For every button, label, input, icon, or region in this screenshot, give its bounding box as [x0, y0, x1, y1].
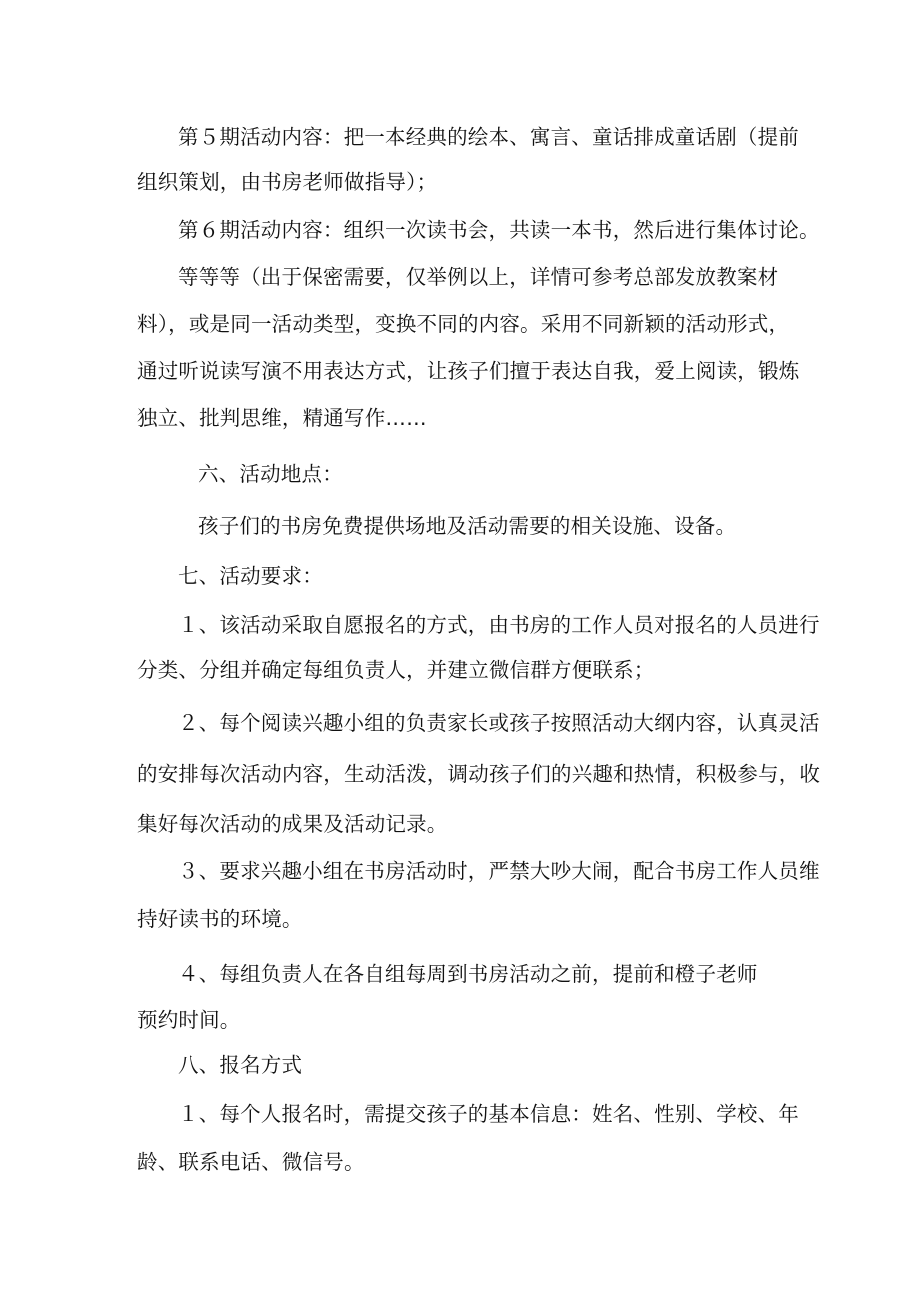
paragraph-line: 的安排每次活动内容，生动活泼，调动孩子们的兴趣和热情，积极参与，收 [137, 762, 821, 786]
paragraph-line: 组织策划，由书房老师做指导）； [137, 170, 438, 194]
section-heading: 七、活动要求： [178, 564, 323, 588]
paragraph-line: 第５期活动内容：把一本经典的绘本、寓言、童话排成童话剧（提前 [178, 125, 799, 149]
paragraph-line: １、每个人报名时，需提交孩子的基本信息：姓名、性别、学校、年 [178, 1102, 799, 1126]
paragraph-line: １、该活动采取自愿报名的方式，由书房的工作人员对报名的人员进行 [178, 613, 820, 637]
paragraph-line: 通过听说读写演不用表达方式，让孩子们擅于表达自我，爱上阅读，锻炼 [137, 359, 800, 383]
paragraph-line: ３、要求兴趣小组在书房活动时，严禁大吵大闹，配合书房工作人员维 [178, 859, 820, 883]
paragraph-line: 料），或是同一活动类型，变换不同的内容。采用不同新颖的活动形式， [137, 312, 790, 336]
paragraph-line: 龄、联系电话、微信号。 [137, 1150, 365, 1174]
paragraph-line: 预约时间。 [137, 1008, 241, 1032]
paragraph-line: 第６期活动内容：组织一次读书会，共读一本书，然后进行集体讨论。 [178, 218, 820, 242]
section-heading: 八、报名方式 [178, 1053, 303, 1077]
paragraph-line: ２、每个阅读兴趣小组的负责家长或孩子按照活动大纲内容，认真灵活 [178, 711, 820, 735]
paragraph-line: 分类、分组并确定每组负责人，并建立微信群方便联系； [137, 658, 655, 682]
section-heading: 六、活动地点： [198, 462, 343, 486]
paragraph-line: 集好每次活动的成果及活动记录。 [137, 812, 448, 836]
paragraph-line: 等等等（出于保密需要，仅举例以上，详情可参考总部发放教案材 [178, 265, 779, 289]
paragraph-line: 孩子们的书房免费提供场地及活动需要的相关设施、设备。 [198, 514, 737, 538]
paragraph-line: ４、每组负责人在各自组每周到书房活动之前，提前和橙子老师 [178, 962, 758, 986]
paragraph-line: 持好读书的环境。 [137, 907, 303, 931]
paragraph-line: 独立、批判思维，精通写作…… [137, 406, 427, 430]
